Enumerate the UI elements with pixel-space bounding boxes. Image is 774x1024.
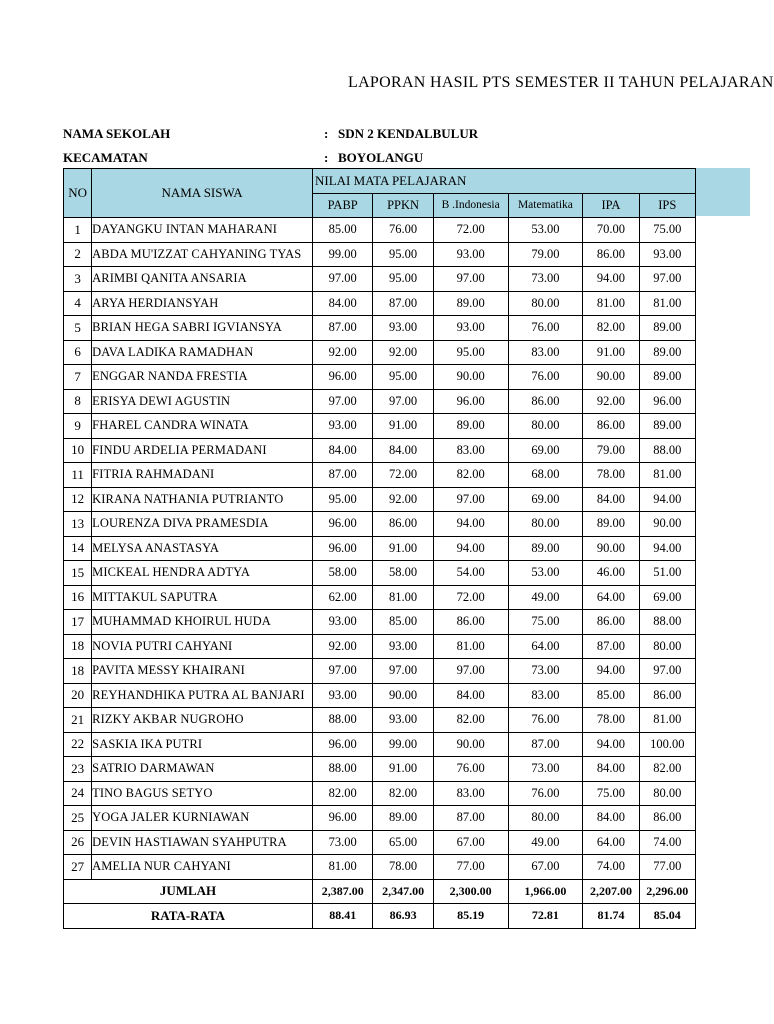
- score-cell: 82.00: [639, 757, 695, 782]
- district-label: KECAMATAN: [63, 150, 148, 165]
- average-cell: 86.93: [373, 904, 433, 929]
- score-cell: 67.00: [433, 830, 508, 855]
- score-cell: 72.00: [433, 218, 508, 243]
- table-row: [64, 561, 696, 586]
- score-cell: 91.00: [373, 757, 433, 782]
- table-row: [64, 708, 696, 733]
- table-row: [64, 291, 696, 316]
- score-cell: 99.00: [312, 242, 372, 267]
- score-cell: 87.00: [373, 291, 433, 316]
- average-label: RATA-RATA: [64, 904, 313, 929]
- score-cell: 95.00: [433, 340, 508, 365]
- score-cell: 64.00: [583, 830, 639, 855]
- student-name-cell: DAVA LADIKA RAMADHAN: [92, 340, 313, 365]
- table-row: [64, 855, 696, 880]
- score-cell: 96.00: [433, 389, 508, 414]
- row-number-cell: 24: [64, 781, 92, 806]
- school-separator: :: [324, 126, 329, 141]
- column-header-name: NAMA SISWA: [92, 169, 313, 218]
- score-cell: 91.00: [373, 414, 433, 439]
- table-row: [64, 389, 696, 414]
- row-number-cell: 2: [64, 242, 92, 267]
- table-row: [64, 781, 696, 806]
- score-cell: 81.00: [583, 291, 639, 316]
- total-cell: 2,387.00: [312, 879, 372, 904]
- score-cell: 83.00: [433, 781, 508, 806]
- score-cell: 92.00: [312, 340, 372, 365]
- score-cell: 78.00: [373, 855, 433, 880]
- total-cell: 1,966.00: [508, 879, 583, 904]
- score-cell: 97.00: [639, 659, 695, 684]
- table-row: [64, 512, 696, 537]
- score-cell: 95.00: [373, 365, 433, 390]
- score-cell: 96.00: [312, 365, 372, 390]
- score-cell: 82.00: [583, 316, 639, 341]
- score-cell: 96.00: [312, 806, 372, 831]
- score-cell: 94.00: [639, 487, 695, 512]
- column-group-label: NILAI MATA PELAJARAN: [315, 172, 467, 188]
- score-cell: 96.00: [312, 732, 372, 757]
- score-cell: 64.00: [508, 634, 583, 659]
- score-cell: 83.00: [508, 340, 583, 365]
- row-number-cell: 18: [64, 634, 92, 659]
- score-cell: 46.00: [583, 561, 639, 586]
- score-cell: 49.00: [508, 585, 583, 610]
- score-cell: 97.00: [433, 487, 508, 512]
- total-cell: 2,347.00: [373, 879, 433, 904]
- score-cell: 77.00: [433, 855, 508, 880]
- subject-header-ppkn: PPKN: [373, 193, 433, 218]
- score-cell: 84.00: [312, 438, 372, 463]
- row-number-cell: 20: [64, 683, 92, 708]
- score-cell: 99.00: [373, 732, 433, 757]
- score-cell: 73.00: [508, 757, 583, 782]
- student-name-cell: DAYANGKU INTAN MAHARANI: [92, 218, 313, 243]
- row-number-cell: 17: [64, 610, 92, 635]
- subject-header-ips: IPS: [639, 193, 695, 218]
- score-cell: 80.00: [508, 512, 583, 537]
- student-name-cell: FINDU ARDELIA PERMADANI: [92, 438, 313, 463]
- subject-header-pabp: PABP: [312, 193, 372, 218]
- average-cell: 85.19: [433, 904, 508, 929]
- table-row: [64, 487, 696, 512]
- student-name-cell: PAVITA MESSY KHAIRANI: [92, 659, 313, 684]
- row-number-cell: 18: [64, 659, 92, 684]
- score-cell: 75.00: [508, 610, 583, 635]
- student-name-cell: BRIAN HEGA SABRI IGVIANSYA: [92, 316, 313, 341]
- score-cell: 76.00: [373, 218, 433, 243]
- score-cell: 82.00: [312, 781, 372, 806]
- column-header-no: NO: [64, 169, 92, 218]
- score-cell: 72.00: [433, 585, 508, 610]
- score-cell: 94.00: [639, 536, 695, 561]
- score-cell: 86.00: [508, 389, 583, 414]
- score-cell: 76.00: [433, 757, 508, 782]
- table-row: [64, 659, 696, 684]
- score-cell: 80.00: [639, 781, 695, 806]
- subject-header-ipa: IPA: [583, 193, 639, 218]
- row-number-cell: 27: [64, 855, 92, 880]
- score-cell: 88.00: [639, 610, 695, 635]
- student-name-cell: KIRANA NATHANIA PUTRIANTO: [92, 487, 313, 512]
- row-number-cell: 16: [64, 585, 92, 610]
- score-cell: 94.00: [583, 267, 639, 292]
- score-cell: 84.00: [583, 806, 639, 831]
- score-cell: 80.00: [508, 414, 583, 439]
- student-name-cell: ARIMBI QANITA ANSARIA: [92, 267, 313, 292]
- average-cell: 72.81: [508, 904, 583, 929]
- table-row: [64, 806, 696, 831]
- score-cell: 95.00: [373, 267, 433, 292]
- score-cell: 92.00: [583, 389, 639, 414]
- score-cell: 53.00: [508, 218, 583, 243]
- student-name-cell: RIZKY AKBAR NUGROHO: [92, 708, 313, 733]
- score-cell: 80.00: [508, 291, 583, 316]
- row-number-cell: 3: [64, 267, 92, 292]
- table-row: [64, 634, 696, 659]
- score-cell: 87.00: [508, 732, 583, 757]
- student-name-cell: ABDA MU'IZZAT CAHYANING TYAS: [92, 242, 313, 267]
- score-cell: 78.00: [583, 463, 639, 488]
- score-cell: 89.00: [433, 414, 508, 439]
- score-cell: 68.00: [508, 463, 583, 488]
- row-number-cell: 22: [64, 732, 92, 757]
- score-cell: 65.00: [373, 830, 433, 855]
- score-cell: 93.00: [639, 242, 695, 267]
- student-name-cell: DEVIN HASTIAWAN SYAHPUTRA: [92, 830, 313, 855]
- score-cell: 93.00: [312, 610, 372, 635]
- score-cell: 70.00: [583, 218, 639, 243]
- school-label: NAMA SEKOLAH: [63, 126, 171, 141]
- row-number-cell: 7: [64, 365, 92, 390]
- table-row: [64, 414, 696, 439]
- score-cell: 88.00: [312, 757, 372, 782]
- total-label: JUMLAH: [64, 879, 313, 904]
- table-row: [64, 316, 696, 341]
- score-cell: 86.00: [433, 610, 508, 635]
- student-name-cell: ENGGAR NANDA FRESTIA: [92, 365, 313, 390]
- row-number-cell: 14: [64, 536, 92, 561]
- row-number-cell: 12: [64, 487, 92, 512]
- score-cell: 95.00: [373, 242, 433, 267]
- score-cell: 80.00: [639, 634, 695, 659]
- score-cell: 86.00: [583, 242, 639, 267]
- score-cell: 87.00: [312, 463, 372, 488]
- score-cell: 86.00: [639, 806, 695, 831]
- row-number-cell: 10: [64, 438, 92, 463]
- score-cell: 79.00: [583, 438, 639, 463]
- score-cell: 74.00: [639, 830, 695, 855]
- score-table: [63, 168, 696, 929]
- score-cell: 91.00: [583, 340, 639, 365]
- score-cell: 73.00: [508, 659, 583, 684]
- score-cell: 94.00: [583, 732, 639, 757]
- score-cell: 95.00: [312, 487, 372, 512]
- score-cell: 73.00: [312, 830, 372, 855]
- total-cell: 2,300.00: [433, 879, 508, 904]
- student-name-cell: REYHANDHIKA PUTRA AL BANJARI: [92, 683, 313, 708]
- table-row: [64, 585, 696, 610]
- row-number-cell: 23: [64, 757, 92, 782]
- score-cell: 76.00: [508, 708, 583, 733]
- row-number-cell: 26: [64, 830, 92, 855]
- student-name-cell: FITRIA RAHMADANI: [92, 463, 313, 488]
- score-cell: 77.00: [639, 855, 695, 880]
- score-cell: 93.00: [433, 316, 508, 341]
- score-cell: 86.00: [583, 610, 639, 635]
- row-number-cell: 4: [64, 291, 92, 316]
- score-cell: 84.00: [583, 487, 639, 512]
- table-row: [64, 242, 696, 267]
- score-cell: 88.00: [639, 438, 695, 463]
- student-name-cell: LOURENZA DIVA PRAMESDIA: [92, 512, 313, 537]
- score-cell: 96.00: [639, 389, 695, 414]
- score-cell: 64.00: [583, 585, 639, 610]
- score-cell: 93.00: [312, 414, 372, 439]
- row-number-cell: 21: [64, 708, 92, 733]
- table-row: [64, 340, 696, 365]
- table-row: [64, 830, 696, 855]
- score-cell: 89.00: [508, 536, 583, 561]
- score-cell: 62.00: [312, 585, 372, 610]
- subject-header-bindonesia: B .Indonesia: [433, 193, 508, 218]
- score-cell: 90.00: [373, 683, 433, 708]
- score-cell: 93.00: [433, 242, 508, 267]
- score-cell: 89.00: [639, 414, 695, 439]
- score-cell: 49.00: [508, 830, 583, 855]
- score-cell: 87.00: [433, 806, 508, 831]
- row-number-cell: 11: [64, 463, 92, 488]
- row-number-cell: 25: [64, 806, 92, 831]
- score-cell: 96.00: [312, 512, 372, 537]
- score-cell: 97.00: [312, 389, 372, 414]
- score-cell: 97.00: [433, 659, 508, 684]
- score-cell: 80.00: [508, 806, 583, 831]
- score-cell: 97.00: [312, 659, 372, 684]
- score-cell: 84.00: [312, 291, 372, 316]
- table-row: [64, 536, 696, 561]
- score-cell: 89.00: [583, 512, 639, 537]
- score-cell: 51.00: [639, 561, 695, 586]
- column-group-header: [312, 169, 695, 194]
- score-cell: 89.00: [639, 316, 695, 341]
- score-cell: 81.00: [639, 463, 695, 488]
- score-cell: 96.00: [312, 536, 372, 561]
- student-name-cell: SATRIO DARMAWAN: [92, 757, 313, 782]
- student-name-cell: MICKEAL HENDRA ADTYA: [92, 561, 313, 586]
- score-cell: 89.00: [639, 340, 695, 365]
- score-cell: 72.00: [373, 463, 433, 488]
- score-cell: 93.00: [312, 683, 372, 708]
- score-cell: 92.00: [373, 487, 433, 512]
- score-cell: 82.00: [433, 463, 508, 488]
- score-cell: 87.00: [583, 634, 639, 659]
- average-cell: 85.04: [639, 904, 695, 929]
- student-name-cell: AMELIA NUR CAHYANI: [92, 855, 313, 880]
- score-cell: 81.00: [312, 855, 372, 880]
- average-cell: 81.74: [583, 904, 639, 929]
- table-row: [64, 757, 696, 782]
- score-cell: 97.00: [433, 267, 508, 292]
- table-row: [64, 438, 696, 463]
- score-cell: 81.00: [433, 634, 508, 659]
- score-cell: 94.00: [433, 512, 508, 537]
- score-cell: 84.00: [583, 757, 639, 782]
- score-cell: 76.00: [508, 365, 583, 390]
- student-name-cell: ERISYA DEWI AGUSTIN: [92, 389, 313, 414]
- report-title: LAPORAN HASIL PTS SEMESTER II TAHUN PELAJARAN: [348, 74, 774, 91]
- average-row: [64, 904, 696, 929]
- score-cell: 92.00: [373, 340, 433, 365]
- score-cell: 84.00: [433, 683, 508, 708]
- student-name-cell: MUHAMMAD KHOIRUL HUDA: [92, 610, 313, 635]
- row-number-cell: 5: [64, 316, 92, 341]
- table-row: [64, 610, 696, 635]
- score-cell: 91.00: [373, 536, 433, 561]
- score-cell: 85.00: [373, 610, 433, 635]
- score-cell: 83.00: [508, 683, 583, 708]
- score-cell: 85.00: [312, 218, 372, 243]
- score-cell: 89.00: [433, 291, 508, 316]
- score-cell: 75.00: [639, 218, 695, 243]
- subject-header-matematika: Matematika: [508, 193, 583, 218]
- score-cell: 84.00: [373, 438, 433, 463]
- score-cell: 76.00: [508, 316, 583, 341]
- student-name-cell: TINO BAGUS SETYO: [92, 781, 313, 806]
- score-cell: 67.00: [508, 855, 583, 880]
- score-cell: 78.00: [583, 708, 639, 733]
- score-cell: 93.00: [373, 708, 433, 733]
- score-cell: 53.00: [508, 561, 583, 586]
- score-cell: 86.00: [373, 512, 433, 537]
- score-cell: 93.00: [373, 316, 433, 341]
- score-cell: 74.00: [583, 855, 639, 880]
- row-number-cell: 6: [64, 340, 92, 365]
- score-cell: 73.00: [508, 267, 583, 292]
- score-cell: 89.00: [373, 806, 433, 831]
- score-cell: 93.00: [373, 634, 433, 659]
- student-name-cell: NOVIA PUTRI CAHYANI: [92, 634, 313, 659]
- student-name-cell: SASKIA IKA PUTRI: [92, 732, 313, 757]
- score-cell: 75.00: [583, 781, 639, 806]
- table-row: [64, 365, 696, 390]
- row-number-cell: 1: [64, 218, 92, 243]
- score-cell: 81.00: [373, 585, 433, 610]
- score-cell: 69.00: [508, 438, 583, 463]
- score-cell: 87.00: [312, 316, 372, 341]
- score-cell: 97.00: [312, 267, 372, 292]
- score-cell: 92.00: [312, 634, 372, 659]
- district-separator: :: [324, 150, 329, 165]
- score-cell: 90.00: [639, 512, 695, 537]
- row-number-cell: 8: [64, 389, 92, 414]
- score-cell: 81.00: [639, 291, 695, 316]
- score-cell: 82.00: [433, 708, 508, 733]
- score-cell: 54.00: [433, 561, 508, 586]
- score-cell: 89.00: [639, 365, 695, 390]
- average-cell: 88.41: [312, 904, 372, 929]
- table-row: [64, 267, 696, 292]
- score-cell: 88.00: [312, 708, 372, 733]
- row-number-cell: 13: [64, 512, 92, 537]
- table-row: [64, 218, 696, 243]
- student-name-cell: YOGA JALER KURNIAWAN: [92, 806, 313, 831]
- total-cell: 2,296.00: [639, 879, 695, 904]
- score-cell: 90.00: [583, 536, 639, 561]
- score-cell: 69.00: [508, 487, 583, 512]
- row-number-cell: 9: [64, 414, 92, 439]
- score-cell: 100.00: [639, 732, 695, 757]
- score-cell: 58.00: [312, 561, 372, 586]
- score-cell: 94.00: [433, 536, 508, 561]
- score-cell: 90.00: [433, 732, 508, 757]
- score-cell: 90.00: [433, 365, 508, 390]
- student-name-cell: ARYA HERDIANSYAH: [92, 291, 313, 316]
- score-cell: 58.00: [373, 561, 433, 586]
- score-cell: 86.00: [583, 414, 639, 439]
- score-cell: 79.00: [508, 242, 583, 267]
- score-cell: 69.00: [639, 585, 695, 610]
- table-row: [64, 732, 696, 757]
- school-value: SDN 2 KENDALBULUR: [338, 126, 479, 141]
- total-row: [64, 879, 696, 904]
- student-name-cell: MITTAKUL SAPUTRA: [92, 585, 313, 610]
- score-cell: 81.00: [639, 708, 695, 733]
- student-name-cell: FHAREL CANDRA WINATA: [92, 414, 313, 439]
- score-cell: 83.00: [433, 438, 508, 463]
- score-cell: 94.00: [583, 659, 639, 684]
- table-row: [64, 463, 696, 488]
- score-cell: 85.00: [583, 683, 639, 708]
- total-cell: 2,207.00: [583, 879, 639, 904]
- score-cell: 82.00: [373, 781, 433, 806]
- student-name-cell: MELYSA ANASTASYA: [92, 536, 313, 561]
- score-cell: 86.00: [639, 683, 695, 708]
- score-cell: 97.00: [639, 267, 695, 292]
- score-cell: 76.00: [508, 781, 583, 806]
- score-cell: 90.00: [583, 365, 639, 390]
- district-value: BOYOLANGU: [338, 150, 424, 165]
- score-cell: 97.00: [373, 659, 433, 684]
- score-cell: 97.00: [373, 389, 433, 414]
- table-row: [64, 683, 696, 708]
- score-table-body: [64, 218, 696, 880]
- row-number-cell: 15: [64, 561, 92, 586]
